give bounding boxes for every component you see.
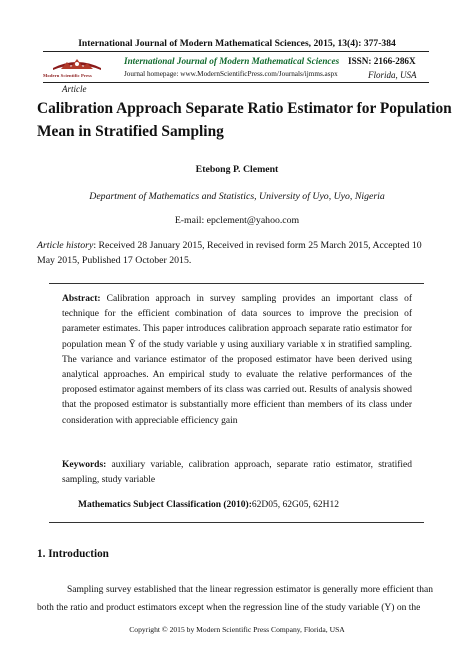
header-rule-top xyxy=(43,51,429,52)
subject-classification-codes: 62D05, 62G05, 62H12 xyxy=(251,500,339,510)
article-history-text: : Received 28 January 2015, Received in revised form 25 March 2015, Accepted 10 May 2015, Published 17 October 2015. xyxy=(37,240,422,266)
subject-classification xyxy=(78,500,339,510)
article-history-label: Article history xyxy=(37,240,94,251)
abstract-text: Calibration approach in survey sampling provides an important class of technique for the efficient combination of data sources to improve the precision of parameter estimates. This paper introduces calibration approach separate ratio estimator for population mean Ȳ of the study variable y using auxiliary variable x in stratified sampling. The variance and variance estimator of the proposed estimator have been derived using analytical approaches. An empirical study to evaluate the relative performances of the proposed estimator against members of its class was carried out. Results of analysis showed that the proposed estimator is substantially more efficient than members of its class under consideration with appreciable efficiency gain xyxy=(62,294,412,426)
publisher-location: Florida, USA xyxy=(368,70,417,80)
abstract-label: Abstract: xyxy=(62,294,101,304)
section-heading-introduction: 1. Introduction xyxy=(37,548,109,560)
abstract-rule-top xyxy=(49,283,424,284)
journal-homepage-link[interactable]: Journal homepage: www.ModernScientificPress.com/Journals/ijmms.aspx xyxy=(124,70,338,78)
header-rule-bottom xyxy=(43,82,429,83)
article-type: Article xyxy=(62,84,87,94)
publisher-logo-text: Modern Scientific Press xyxy=(43,73,92,78)
author-affiliation: Department of Mathematics and Statistics, University of Uyo, Uyo, Nigeria xyxy=(89,191,385,202)
journal-name: International Journal of Modern Mathematical Sciences xyxy=(124,56,340,66)
keywords xyxy=(62,458,412,488)
introduction-text: Sampling survey established that the linear regression estimator is generally more efficient than both the ratio and product estimators except when the regression line of the study variable (Y) on the xyxy=(37,585,433,613)
keywords-text: auxiliary variable, calibration approach, separate ratio estimator, stratified sampling, study variable xyxy=(62,460,412,486)
issn: ISSN: 2166-286X xyxy=(348,56,416,66)
paper-title: Calibration Approach Separate Ratio Estimator for Population Mean in Stratified Sampling xyxy=(37,100,452,140)
journal-citation: International Journal of Modern Mathematical Sciences, 2015, 13(4): 377-384 xyxy=(78,38,396,49)
subject-classification-label: Mathematics Subject Classification (2010): xyxy=(78,500,252,510)
abstract-rule-bottom xyxy=(49,522,424,523)
article-history xyxy=(37,238,437,268)
author-name: Etebong P. Clement xyxy=(195,164,279,175)
keywords-label: Keywords: xyxy=(62,460,107,470)
author-email[interactable]: E-mail: epclement@yahoo.com xyxy=(174,215,300,226)
abstract xyxy=(62,292,412,429)
footer-copyright: Copyright © 2015 by Modern Scientific Press Company, Florida, USA xyxy=(129,625,345,634)
